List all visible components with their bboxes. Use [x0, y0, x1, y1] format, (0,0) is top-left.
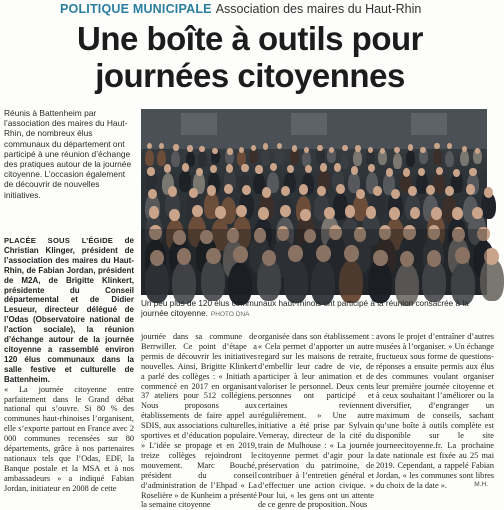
audience-face [182, 163, 189, 171]
headline-line-1: Une boîte à outils pour [76, 20, 423, 57]
audience-face [386, 168, 393, 176]
audience-face [368, 164, 375, 172]
headline [0, 20, 500, 94]
audience-face [147, 167, 154, 175]
audience-face [336, 184, 345, 195]
caption-text: Un peu plus de 120 élus communaux haut-rhinois ont participé à la réunion consacrée à la journée citoyenne. [141, 299, 469, 318]
audience-face [227, 148, 232, 154]
audience-face [241, 164, 248, 172]
audience-face [472, 207, 483, 220]
audience-face [281, 186, 290, 197]
audience-face [391, 189, 400, 200]
audience-face [334, 163, 341, 171]
audience-face [351, 166, 358, 174]
audience-face [408, 144, 413, 150]
audience-face [355, 145, 360, 151]
audience-member [393, 153, 402, 169]
lead-in: PLACÉE SOUS L’ÉGIDE [4, 236, 114, 245]
photo-credit: PHOTO DNA [210, 311, 250, 318]
audience-face [299, 184, 308, 195]
audience-member [261, 150, 270, 166]
audience-member [445, 151, 454, 167]
audience-face [258, 207, 269, 220]
audience-member [460, 150, 469, 166]
audience-face [207, 185, 216, 196]
audience-face [324, 207, 335, 220]
audience-face [366, 206, 377, 219]
audience-face [445, 186, 454, 197]
audience-face [215, 206, 226, 219]
audience-face [280, 205, 291, 218]
kicker [60, 2, 421, 18]
audience-face [380, 148, 385, 154]
audience-face [149, 206, 160, 219]
photo-window [181, 113, 217, 135]
audience-member [433, 172, 445, 194]
rubric-label: POLITIQUE MUNICIPALE [60, 2, 212, 16]
audience-face [403, 168, 410, 176]
body-col4-text: avons le projet d’entraîner d’autres musées à l’organiser. » Un échange fructueux sous forme de questions-réponses a ensuite permis aux élus des communes voulant organiser leur première journée citoyenne et à ceux souhaitant l’améliorer ou la diversifier, d’engranger un maximum de conseils, sachant qu’une boîte à outils complète est disponible sur le site journeecitoyenne.fr. La prochaine date nationale est fixée au 25 mai 2019. Cependant, a rappelé Fabian Jordan, « les communes sont libres du choix de la date ». [376, 332, 494, 490]
audience-face [426, 185, 435, 196]
photo-window [411, 113, 447, 135]
audience-face [159, 143, 164, 149]
audience-face [224, 184, 233, 195]
audience-member [145, 150, 154, 166]
body-col3-text: organisée dans son établissement : « Cela permet d’apporter un autre regard sur les maisons de retraite, d’embellir leur cadre de vie, de participer à leur animation et de valoriser le personnel. Deux cents personnes ont participé et certaines reviennent régulièrement. » Une autre initiative a été prise par Sylvain Vemeray, directeur de la cité du train de Mulhouse : « La journée citoyenne permet d’agir pour la préservation du patrimoine, de contribuer à l’entretien général et d’effectuer une action civique. » Pour lui, « les gens ont un attente de ce genre de proposition. Nous [258, 332, 374, 510]
audience-face [164, 164, 171, 172]
intro-paragraph: Réunis à Battenheim par l’association des maires du Haut-Rhin, de nombreux élus communaux du département ont participé à une réunion d’échange des pratiques autour de la journée citoyenne. L’occasion également de découvrir de nouvelles initiatives. [4, 108, 132, 200]
audience-face [210, 165, 217, 173]
photo-window [291, 113, 327, 135]
rubric-subtitle: Association des maires du Haut-Rhin [215, 2, 422, 16]
photo-chairs [141, 229, 487, 295]
audience-face [255, 165, 262, 173]
audience-member [340, 153, 349, 169]
audience-face [329, 147, 334, 153]
audience-face [199, 146, 204, 152]
body-col1-p2: « La journée citoyenne entre parfaitement dans le Grand débat national qui s’ouvre. Si 80 % des communes haut-rhinoises l’organisent, elle s’exporte partout en France avec 2 000 communes recensées sur 80 départements, grâce à nos partenaires nationaux tels que l’Odas, EDF, la Banque postale et la MSA et à nos ambassadeurs » a indiqué Fabian Jordan, initiateur en 2008 de cette [4, 384, 134, 493]
audience-member [171, 151, 180, 167]
audience-face [466, 184, 475, 195]
body-column-3 [258, 332, 374, 510]
audience-face [452, 207, 463, 220]
audience-face [389, 207, 400, 220]
audience-face [394, 147, 399, 153]
audience-face [305, 165, 312, 173]
audience-face [262, 187, 271, 198]
body-col1-text: de Christian Klinger, président de l’association des maires du Haut-Rhin, de Fabian Jordan, président de M2A, de Brigitte Klinkert, présidente du Conseil départemental et de Didier Lesueur, directeur délégué de l’Odas (Observatoire national de l’action sociale), la réunion d’échange autour de la journée citoyenne a rassemblé environ 120 élus communaux dans la salle festive et culturelle de Battenheim. [4, 236, 134, 384]
audience-face [320, 163, 327, 171]
audience-face [277, 143, 282, 149]
audience-member [179, 170, 191, 192]
body-column-1 [4, 236, 134, 499]
author-signature: M.H. [474, 481, 488, 488]
audience-face [342, 145, 347, 151]
audience-member [406, 150, 415, 166]
audience-face [192, 205, 203, 218]
audience-face [173, 144, 178, 150]
audience-face [431, 207, 442, 220]
audience-member [275, 149, 284, 165]
audience-face [270, 163, 277, 171]
audience-photo [141, 109, 487, 295]
audience-face [469, 168, 476, 176]
audience-face [147, 143, 152, 149]
audience-face [187, 145, 192, 151]
audience-face [447, 143, 452, 149]
audience-face [263, 143, 268, 149]
audience-member [198, 151, 207, 167]
audience-face [408, 186, 417, 197]
audience-face [484, 187, 493, 198]
audience-face [292, 145, 297, 151]
audience-face [434, 143, 439, 149]
audience-face [189, 188, 198, 199]
audience-face [212, 148, 217, 154]
audience-member [353, 150, 362, 166]
headline-line-2: journées citoyennes [95, 57, 405, 94]
photo-caption [141, 299, 491, 320]
audience-face [287, 165, 294, 173]
body-column-4 [376, 332, 494, 491]
audience-member [157, 150, 166, 166]
body-col2-text: journée dans sa commune de Berrwiller. Ce point d’étape a permis de découvrir les initiatives nouvelles. Ainsi, Brigitte Klinkert a parlé des collèges : « Initiath a commencé en 2017 en organisant 37 ateliers pour 512 collégiens. Nous proposons aux établissements de faire appel au SDIS, aux associations culturelles, sportives et d’éducation populaire. » L’idée se propage et en 2019, treize collèges rejoindront le mouvement. Marc Bouché, président du conseil d’administration de l’Ehpad « La Roselière » de Kunheim a présenté la semaine citoyenne [141, 332, 257, 510]
audience-member [433, 149, 442, 165]
audience-face [420, 147, 425, 153]
audience-face [168, 186, 177, 197]
body-column-2 [141, 332, 257, 510]
